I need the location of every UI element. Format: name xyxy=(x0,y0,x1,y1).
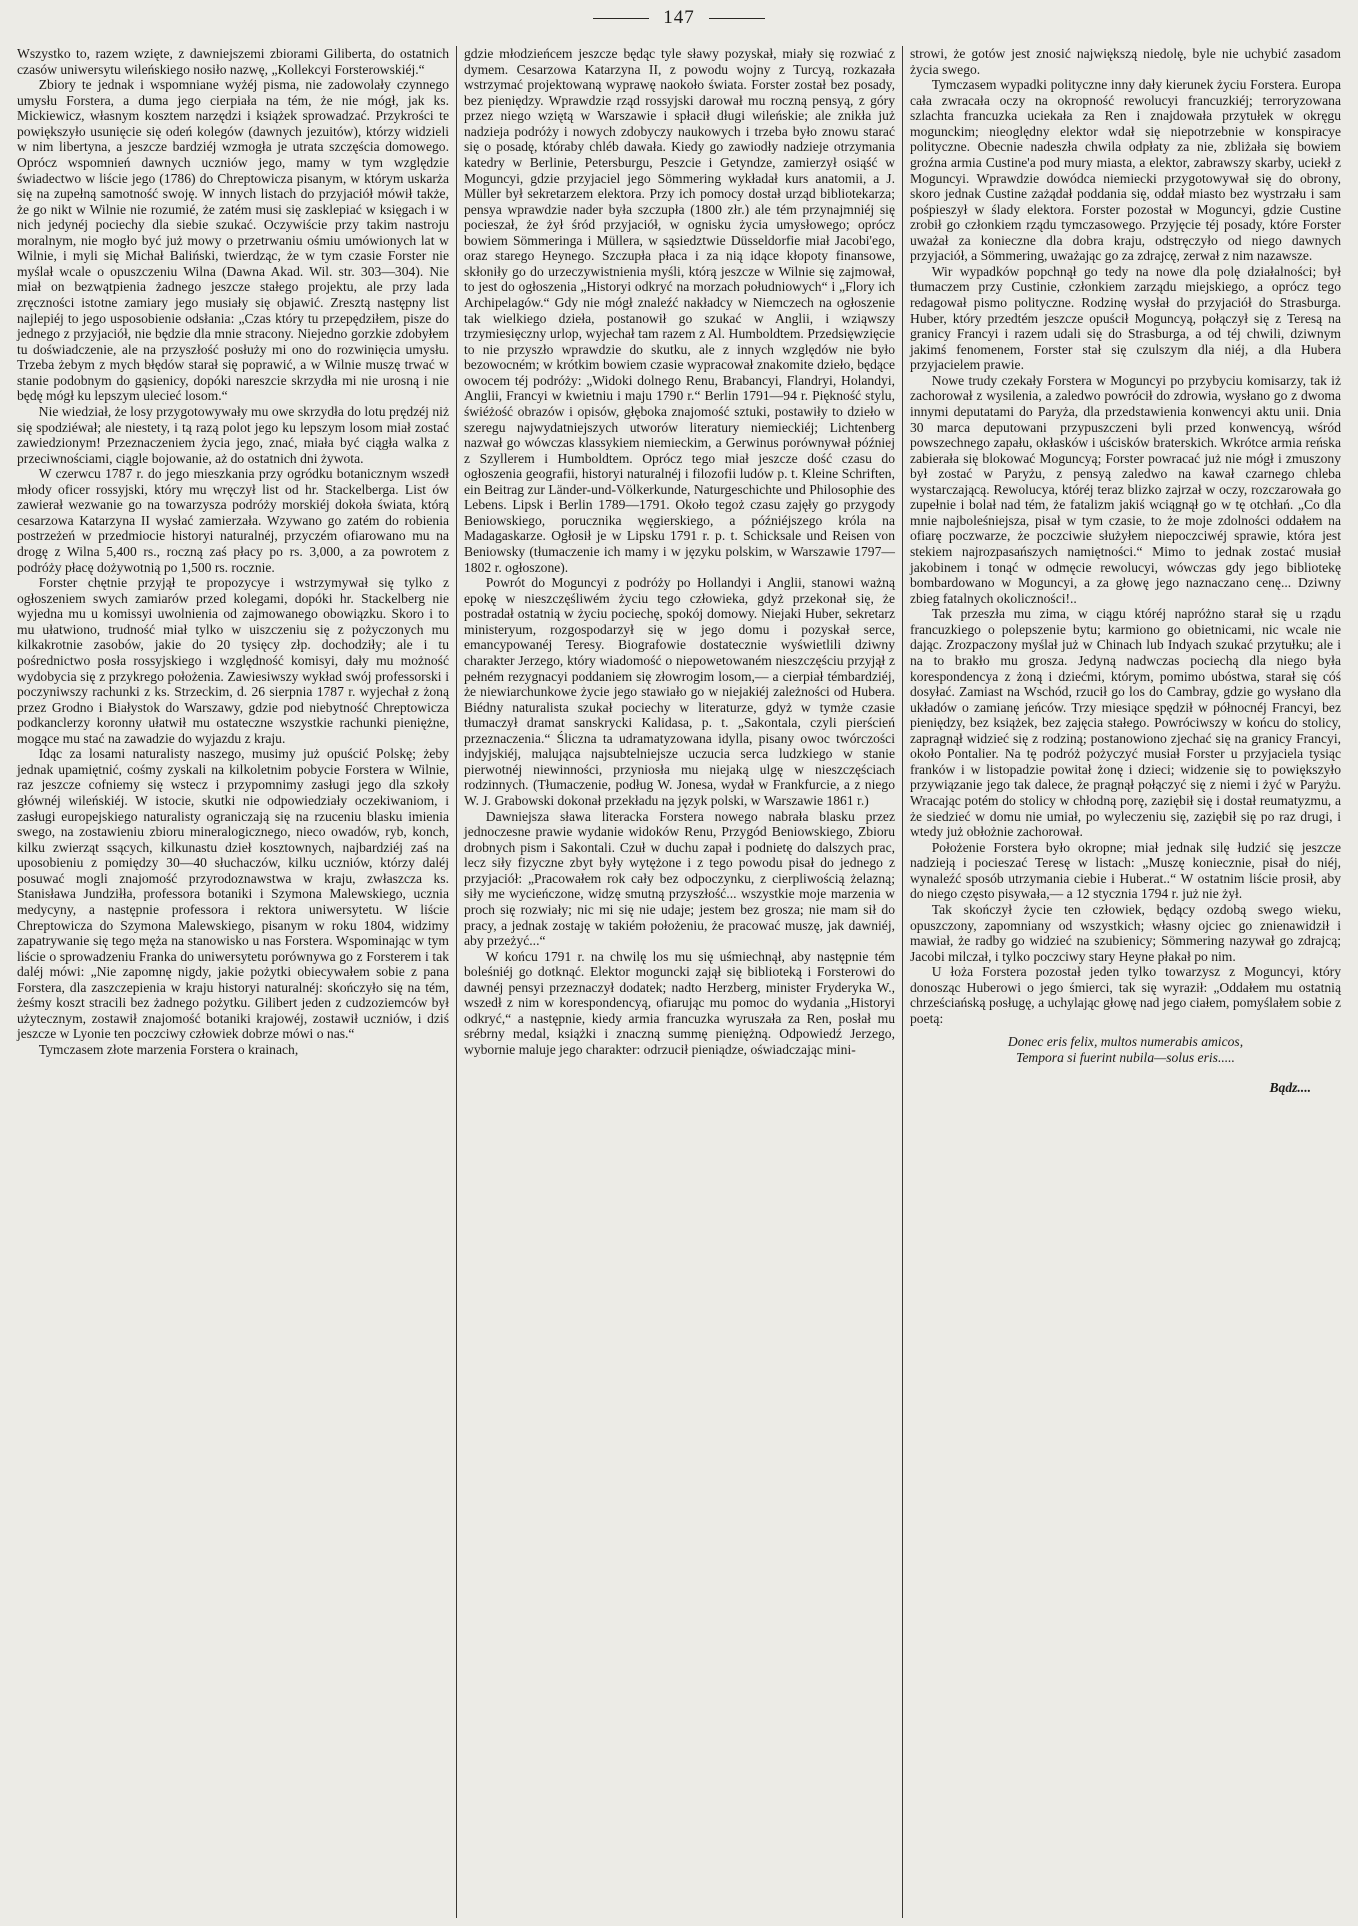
paragraph: Wszystko to, razem wzięte, z dawniejszemi zbiorami Giliberta, do ostatnich czasów uniwersytu wileńskiego nosiło nazwę, „Kollekcyi Forsterowskiéj.“ xyxy=(17,46,449,77)
paragraph: Forster chętnie przyjął te propozycye i wstrzymywał się tylko z ogłoszeniem swych zamiarów przed kolegami, dopóki hr. Stackelberg nie wyjedna mu u komissyi uwolnienia od zajmowanego obowiązku. Skoro i to mu ułatwiono, trudność miał tylko w uiszczeniu się z pożyczonych mu kilkakrotnie zasobów, jakie do 20 tysięcy złp. dochodziły; ale i tu pośrednictwo posła rossyjskiego i względność komisyi, dały mu możność wydobycia się z przykrego położenia. Zawiesiwszy wykład swój professorski i poczyniwszy rachunki z ks. Strzeckim, d. 26 sierpnia 1787 r. wyjechał z żoną przez Grodno i Białystok do Warszawy, gdzie pod niebytność Chreptowicza podkanclerzy koronny ułatwił mu ostateczne wszystkie rachunki pieniężne, mogące mu stać na zawadzie do wyjazdu z kraju. xyxy=(17,575,449,746)
paragraph: Położenie Forstera było okropne; miał jednak silę łudzić się jeszcze nadzieją i pocieszać Teresę w listach: „Muszę koniecznie, pisał do niéj, wynaleźć sposób utrzymania ciebie i Huberat..“ W ostatnim liście prosił, aby do niego często pisywała,— a 12 stycznia 1794 r. już nie żył. xyxy=(910,839,1341,902)
header-rule-right xyxy=(709,18,765,19)
paragraph: W czerwcu 1787 r. do jego mieszkania przy ogródku botanicznym wszedł młody oficer rossyjski, który mu wręczył list od hr. Stackelberga. List ów zawierał wezwanie go na towarzysza podróży morskiéj dokoła świata, którą cesarzowa Katarzyna II wysłać zamierzała. Wzywano go zatém do robienia postrzeżeń w przedmiocie historyi naturalnéj, przyczém ofiarowano mu na drogę z Wilna 5,400 rs., roczną zaś płacy po rs. 3,000, a za powrotem z podróży płacę dożywotnią po 1,500 rs. rocznie. xyxy=(17,466,449,575)
paragraph: Tymczasem złote marzenia Forstera o krainach, xyxy=(38,1042,299,1057)
author-signature: Bądz.... xyxy=(1269,1079,1311,1095)
paragraph: Tymczasem wypadki polityczne inny dały kierunek życiu Forstera. Europa cała zwracała oczy na okropność rewolucyi francuzkiéj; terroryzowana szlachta francuzka uciekała za Ren i znajdowała przytułek w okręgu mogunckim; nieoględny elektor wdał się niepotrzebnie w konspiracye polityczne. Obecnie nadeszła chwila odpłaty za nie, zbliżała się bowiem groźna armia Custine'a pod mury miasta, a elektor, zabrawszy skarby, uciekł z Moguncyi. Wprawdzie dowódca niemiecki przygotowywał się do obrony, skoro jednak Custine zażądał poddania się, oddał miasto bez wystrzału i sam pośpieszył w ślady elektora. Forster pozostał w Moguncyi, gdzie Custine zrobił go członkiem rządu tymczasowego. Przyjęcie téj posady, które Forster uważał za konieczne dla dobra kraju, odstręczyło od niego dawnych przyjaciół, a Sömmering, uważając go za zdrajcę, zerwał z nim nazawsze. xyxy=(910,77,1341,264)
paragraph: Idąc za losami naturalisty naszego, musimy już opuścić Polskę; żeby jednak upamiętnić, cośmy zyskali na kilkoletnim pobycie Forstera w Wilnie, raz jeszcze cofniemy się wstecz i przypomnimy zasługi jego dla szkoły głównéj wileńskiéj. W istocie, skutki nie odpowiedziały oczekiwaniom, i zasługi europejskiego naturalisty ograniczają się na rzuceniu blasku imienia swego, na zostawieniu zbioru mineralogicznego, nieco owadów, ryb, konch, kilku zwierząt ssących, kilkunastu dzieł kosztownych, najbardziéj zaś na uposobieniu z pomiędzy 30—40 słuchaczów, kilku uczniów, którzy daléj posuwać mogli znajomość przyrodoznawstwa w kraju, zwłaszcza ks. Stanisława Jundziłła, professora botaniki i Szymona Malewskiego, ucznia medycyny, a następnie professora i rektora uniwersytetu. W liście Chreptowicza do Szymona Malewskiego, pisanym w roku 1804, widzimy zapatrywanie się tego męża na stanowisko u nas Forstera. Wspominając w tym liście o sprowadzeniu Franka do uniwersytetu porównywa go z Forsterem i tak daléj mówi: „Nie zapomnę nigdy, jakie pożytki obiecywałem sobie z pana Forstera, dla zaszczepienia w kraju historyi naturalnéj: skończyło się na tém, żeśmy koszt stracili bez żadnego pożytku. Gilibert jeden z cudzoziemców był użytecznym, zostawił znajomość botaniki krajowéj, zostawił uczniów, i dziś jeszcze w Lyonie ten poczciwy człowiek dobrze mówi o nas.“ xyxy=(17,746,449,1042)
paragraph: Nowe trudy czekały Forstera w Moguncyi po przybyciu komisarzy, tak iż zachorował z wysilenia, a zaledwo powrócił do zdrowia, wysłano go z dwoma innymi deputatami do Paryża, dla przedstawienia konwencyi aktu unii. Dnia 30 marca deputowani przypuszczeni byli przed konwencyą, wśród powszechnego zapału, okłasków i uścisków braterskich. Wkrótce armia reńska zabierała się blokować Moguncyą; Forster powracać już nie mógł i zmuszony był zostać w Paryżu, z pensyą zaledwo na kawał czarnego chleba wystarczającą. Rewolucya, któréj teraz blizko zajrzał w oczy, rozczarowała go zupełnie i bolał nad tém, że fatalizm jakiś wciągnął go w tę otchłań. „Co dla mnie najboleśniejsza, pisał w tym czasie, to że moje zdolności oddałem na ofiarę poczwarze, że poczciwie służyłem niepoczciwéj sprawie, która jest stekiem najrozpasańszych namiętności.“ Mimo to jednak zostać musiał jakobinem i tonąć w odmęcie rewolucyi, wówczas gdy jego bibliotekę bombardowano w Moguncyi, a za głowę jego naznaczano cenę... Dziwny zbieg fatalnych okoliczności!.. xyxy=(910,372,1341,606)
column-1 xyxy=(10,46,456,1918)
paragraph: Zbiory te jednak i wspomniane wyżéj pisma, nie zadowolały czynnego umysłu Forstera, a duma jego cierpiała na tém, że nie mógł, jak ks. Mickiewicz, własnym kosztem narzędzi i książek sprowadzać. Przykrości te powiększyło usunięcie się odeń kolegów (dawnych jezuitów), którzy widzieli w nim libertyna, a jeszcze bardziéj wzmogła je utrata szczęścia domowego. Oprócz wspomnień dawnych uczniów jego, mamy w tym względzie świadectwo w liście jego (1786) do Chreptowicza pisanym, w którym uskarża się na zupełną samotność swoję. W innych listach do przyjaciół mówił także, że go nikt w Wilnie nie rozumié, że zatém musi się zasklepiać w księgach i w nich jedynéj pociechy dla siebie szukać. Oczywiście przy takim nastroju moralnym, nie mogło być już mowy o przetrwaniu ośmiu umówionych lat w Wilnie, i myli się Michał Baliński, twierdząc, że w tym czasie Forster nie myślał wcale o opuszczeniu Wilna (Dawna Akad. Wil. str. 303—304). Nie miał on bezwątpienia żadnego jeszcze stałego projektu, ale przy lada zręczności istotne zamiary jego musiały się objawić. Zresztą następny list najlepiéj to jego usposobienie odsłania: „Czas który tu przepędziłem, pisze do jednego z przyjaciół, nie będzie dla mnie stracony. Niejedno gorzkie zdobyłem tu doświadczenie, ale na przyszłość posłuży mi ono do rozwinięcia umysłu. Trzeba żebym z mych błędów starał się poprawić, a w Wilnie muszę trwać w stanie podobnym do gąsienicy, dopóki nareszcie skrzydła mi nie urosną i nie będę mógł ku lepszym ulecieć losom.“ xyxy=(17,77,449,404)
header-rule-left xyxy=(593,18,649,19)
paragraph: W końcu 1791 r. na chwilę los mu się uśmiechnął, aby następnie tém boleśniéj go dotknąć. Elektor moguncki zajął się biblioteką i Forsterowi do dawnéj pensyi przeznaczył dodatek; nadto Herzberg, minister Fryderyka W., wszedł z nim w korespondencyą, ofiarując mu pomoc do wydania „Historyi odkryć,“ a następnie, kiedy armia francuzka wyruszała za Ren, posłał mu srébrny medal, książki i znaczną summę pieniężną. Odpowiedź Jerzego, wybornie maluje jego charakter: odrzucił pieniądze, oświadczając mini- xyxy=(464,948,895,1057)
text-columns xyxy=(10,46,1348,1918)
paragraph: Tak skończył życie ten człowiek, będący ozdobą swego wieku, opuszczony, zapomniany od wszystkich; własny ojciec go znienawidził i mawiał, że radby go widzieć na szubienicy; Sömmering nazywał go zdrajcą; Jacobi milczał, i tylko poczciwy stary Heyne płakał po nim. xyxy=(910,901,1341,964)
paragraph: gdzie młodzieńcem jeszcze będąc tyle sławy pozyskał, miały się rozwiać z dymem. Cesarzowa Katarzyna II, z powodu wojny z Turcyą, rozkazała wstrzymać projektowaną wyprawę naokoło świata. Forster został bez posady, bez pieniędzy. Wprawdzie rząd rossyjski darował mu roczną pensyą, z góry przez niego wziętą w Warszawie i spłacił długi wileńskie; ale znikła już nadzieja podróży i nowych zdobyczy naukowych i trzeba było znowu starać się o posadę, któraby chléb dawała. Kiedy go zawiodły nadzieje otrzymania katedry w Berlinie, Petersburgu, Peszcie i Getyndze, zamierzył osiąść w Moguncyi, gdzie przyjaciel jego Sömmering wykładał kurs anatomii, a J. Müller był sekretarzem elektora. Przy ich pomocy dostał urząd bibliotekarza; pensya wprawdzie nader była szczupła (1800 złr.) ale tém przynajmniéj się pocieszał, że żył śród przyjaciół, w ognisku życia umysłowego; oprócz bowiem Sömmeringa i Müllera, w sąsiedztwie Düsseldorfie miał Jacobi'ego, oraz starego Heynego. Szczupła płaca i za nią idące kłopoty finansowe, skłoniły go do urzeczywistnienia myśli, którą jeszcze w Wilnie się zajmował, to jest do ogłoszenia „Historyi odkryć na morzach południowych“ i „Flory ich Archipelagów.“ Gdy nie mógł znaleźć nakładcy w Niemczech na ogłoszenie tak wielkiego dzieła, postanowił go szukać w Anglii, i wziąwszy trzymiesięczny urlop, wyjechał tam razem z Al. Humboldtem. Przedsięwzięcie to nie przyszło wprawdzie do skutku, ale z innych względów nie było bezowocném; w krótkim bowiem czasie wypracował znakomite dzieło, będące owocem téj podróży: „Widoki dolnego Renu, Brabancyi, Flandryi, Holandyi, Anglii, Francyi w kwietniu i maju 1790 r.“ Berlin 1791—94 r. Piękność stylu, świéżość obrazów i opisów, głęboka znajomość sztuki, postawiły to dzieło w szeregu najwydatniejszych utworów literatury niemieckiéj; Lichtenberg nazwał go wówczas klassykiem niemieckim, a Gerwinus porównywał później z Szyllerem i Humboldtem. Oprócz tego miał jeszcze dość czasu do ogłoszenia geografii, historyi naturalnéj i filozofii ludów p. t. Kleine Schriften, ein Beitrag zur Länder-und-Völkerkunde, Naturgeschichte und Philosophie des Lebens. Lipsk i Berlin 1789—1791. Około tegoż czasu zajęły go przygody Beniowskiego, porucznika węgierskiego, a późniéjszego króla na Madagaskarze. Ogłosił je w Lipsku 1791 r. p. t. Schicksale und Reisen von Beniowsky (tłumaczenie ich mamy i w języku polskim, w Warszawie 1797—1802 r. ogłoszone). xyxy=(464,46,895,575)
paragraph: strowi, że gotów jest znosić największą niedolę, byle nie uchybić zasadom życia swego. xyxy=(910,46,1341,77)
paragraph: Powrót do Moguncyi z podróży po Hollandyi i Anglii, stanowi ważną epokę w nieszczęśliwém życiu tego człowieka, gdyż przekonał się, że postradał ostatnią w życiu pociechę, spokój domowy. Niejaki Huber, sekretarz ministeryum, rozgospodarzył się w jego domu i pozyskał serce, emancypowanéj Teresy. Biografowie dostatecznie wyświetlili dziwny charakter Jerzego, który wiadomość o niepowetowaném nieszczęściu przyjął z pełném rezygnacyi poddaniem się złowrogim losom,— a cierpiał témbardziéj, że niewiarchunkowe życie jego stawiało go w niejakiéj zależności od Hubera. Biédny naturalista szukał pociechy w literaturze, gdyż w tymże czasie tłumaczył dramat sanskrycki Kalidasa, p. t. „Sakontala, czyli pierścień przeznaczenia.“ Śliczna ta udramatyzowana idylla, pisany owoc twórczości indyjskiéj, malująca najsubtelniejsze uczucia serca ludzkiego w stanie pierwotnéj niewinności, przyniosła mu niejaką ulgę w nieszczęściach rodzinnych. (Tłumaczenie, podług W. Jonesa, wydał w Frankfurcie, a z niego W. J. Grabowski dokonał przekładu na język polski, w Warszawie 1861 r.) xyxy=(464,575,895,808)
column-2 xyxy=(456,46,902,1918)
page-header xyxy=(0,6,1358,30)
verse-line: Donec eris felix, multos numerabis amicos, xyxy=(1007,1034,1244,1050)
verse-line: Tempora si fuerint nubila—solus eris..... xyxy=(1016,1050,1235,1065)
page-number: 147 xyxy=(663,7,695,28)
paragraph: Nie wiedział, że losy przygotowywały mu owe skrzydła do lotu prędzéj niż się spodziéwał; ale niestety, i tą razą polot jego ku lepszym losom miał zostać zawiedzionym! Przeznaczeniem życia jego, znać, miała być ciągła walka z przeciwnościami, ciągle bojowanie, aż do ostatnich dni żywota. xyxy=(17,403,449,466)
paragraph: Dawniejsza sława literacka Forstera nowego nabrała blasku przez jednoczesne prawie wydanie widoków Renu, Przygód Beniowskiego, Zbioru drobnych pism i Sakontali. Czuł w duchu zapał i podnietę do dalszych prac, lecz siły fizyczne zbyt były wytężone i z tego powodu pisał do jednego z przyjaciół: „Pracowałem rok cały bez odpoczynku, z cierpliwością żelazną; siły me wycieńczone, widzę smutną przyszłość... wszystkie moje marzenia w proch się rozwiały; nic mi się nie udaje; jestem bez grosza; nie mam sił do pracy, a jednak zostaję w takiém położeniu, że pracować muszę, jak dawniéj, aby przeżyć...“ xyxy=(464,808,895,949)
paragraph: Wir wypadków popchnął go tedy na nowe dla polę działalności; był tłumaczem przy Custinie, członkiem zarządu miejskiego, a oprócz tego redagował pismo polityczne. Rodzinę wysłał do przyjaciół do Strasburga. Huber, który przedtém jeszcze opuścił Moguncyą, połączył się z Teresą na granicy Francyi i razem udali się do Strasburga, a od téj chwili, dziwnym jakimś fenomenem, Forster stał się czulszym dla niéj, a dla Hubera przyjacielem prawie. xyxy=(910,263,1341,373)
paragraph: Tak przeszła mu zima, w ciągu któréj napróżno starał się u rządu francuzkiego o polepszenie bytu; karmiono go obietnicami, nic wcale nie dając. Zrozpaczony myślał już w Chinach lub Indyach szukać przytułku; ale i na to brakło mu grosza. Jedyną nadwczas pociechą dla niego była korespondencya z żoną i dziećmi, którym, pomimo ubóstwa, starał się cóś dosyłać. Zamiast na Wschód, rzucił go los do Cambray, gdzie go wysłano dla układów o zamianę jeńców. Trzy miesiące spędził w północnéj Francyi, bez pieniędzy, bez książek, bez zajęcia stałego. Powróciwszy w końcu do stolicy, zapragnął widzieć się z rodziną; postanowiono zjechać się na granicy Francyi, około Pontalier. Na tę podróż pożyczyć musiał Forster u przyjaciela tysiąc franków i w listopadzie powitał żonę i dzieci; widzenie się to powiększyło przywiązanie jego tak dalece, że pragnął połączyć się z niemi i żyć w Paryżu. Wracając potém do stolicy w chłodną porę, zaziębił się i dostał reumatyzmu, a że siedzieć w domu nie umiał, po wyleczeniu się, zaziębił się po raz drugi, i wtedy już obłożnie zachorował. xyxy=(910,606,1341,840)
column-3 xyxy=(902,46,1348,1918)
paragraph: U łoża Forstera pozostał jeden tylko towarzysz z Moguncyi, który donosząc Huberowi o jego śmierci, tak się wyraził: „Oddałem mu ostatnią chrześciańską posługę, a uchylając głowę nad jego ciałem, pomyślałem sobie z poetą: xyxy=(910,964,1341,1026)
